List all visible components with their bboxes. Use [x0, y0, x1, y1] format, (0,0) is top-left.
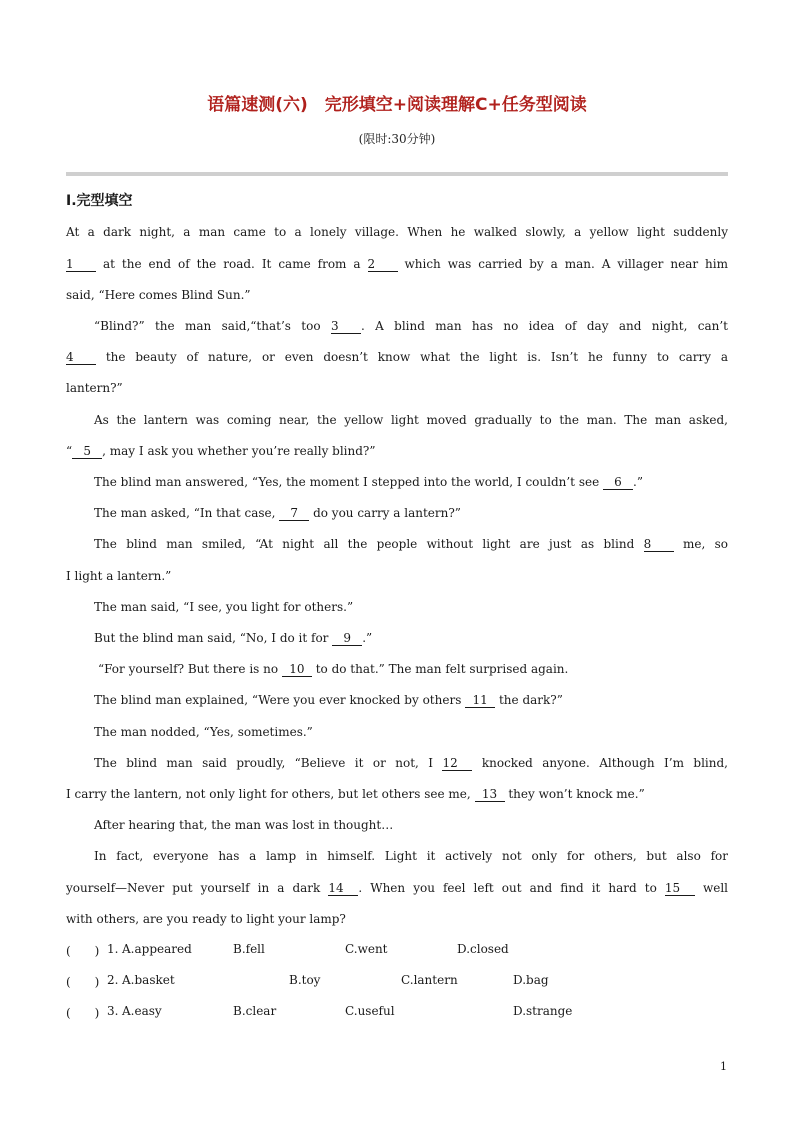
option-b[interactable]: B.clear: [233, 1004, 277, 1018]
passage-line: The blind man explained, “Were you ever knocked by others 11 the dark?”: [94, 693, 563, 707]
question-number: 3.: [107, 1004, 119, 1018]
question-number: 2.: [107, 973, 119, 987]
passage-line: In fact, everyone has a lamp in himself. Light it actively not only for others, but also for: [94, 849, 728, 863]
passage-line: The blind man smiled, “At night all the people without light are just as blind 8 me, so: [94, 537, 728, 551]
section-heading: Ⅰ.完型填空: [66, 193, 133, 209]
option-c[interactable]: C.lantern: [401, 973, 458, 987]
blank-6[interactable]: 6: [603, 476, 633, 490]
passage-line: lantern?”: [66, 381, 123, 395]
option-a[interactable]: A.easy: [122, 1004, 162, 1018]
option-d[interactable]: D.closed: [457, 942, 509, 956]
blank-1[interactable]: 1: [66, 258, 96, 272]
passage-line: After hearing that, the man was lost in thought…: [94, 818, 394, 832]
blank-3[interactable]: 3: [331, 320, 361, 334]
option-a[interactable]: A.basket: [122, 973, 175, 987]
blank-5[interactable]: 5: [72, 445, 102, 459]
time-limit: (限时:30分钟): [358, 132, 436, 146]
blank-14[interactable]: 14: [328, 882, 358, 896]
blank-13[interactable]: 13: [475, 788, 505, 802]
option-b[interactable]: B.fell: [233, 942, 265, 956]
blank-7[interactable]: 7: [279, 507, 309, 521]
answer-paren[interactable]: ( ): [66, 975, 100, 989]
passage-line: But the blind man said, “No, I do it for 9 .”: [94, 631, 373, 645]
divider: [66, 172, 728, 176]
page-title: 语篇速测(六) 完形填空+阅读理解C+任务型阅读: [207, 95, 587, 115]
option-c[interactable]: C.useful: [345, 1004, 395, 1018]
blank-2[interactable]: 2: [368, 258, 398, 272]
option-d[interactable]: D.strange: [513, 1004, 573, 1018]
passage-line: The blind man said proudly, “Believe it or not, I 12 knocked anyone. Although I’m blind,: [94, 756, 728, 770]
question-number: 1.: [107, 942, 119, 956]
passage-line: with others, are you ready to light your lamp?: [66, 912, 346, 926]
blank-15[interactable]: 15: [665, 882, 695, 896]
answer-paren[interactable]: ( ): [66, 944, 100, 958]
passage-line: The man nodded, “Yes, sometimes.”: [94, 725, 313, 739]
passage-line: “ 5 , may I ask you whether you’re really blind?”: [66, 444, 376, 458]
passage-line: As the lantern was coming near, the yellow light moved gradually to the man. The man asked,: [94, 413, 728, 427]
option-c[interactable]: C.went: [345, 942, 388, 956]
blank-4[interactable]: 4: [66, 351, 96, 365]
passage-line: 4 the beauty of nature, or even doesn’t know what the light is. Isn’t he funny to carry a: [66, 350, 728, 364]
answer-paren[interactable]: ( ): [66, 1006, 100, 1020]
blank-8[interactable]: 8: [644, 538, 674, 552]
passage-line: 1 at the end of the road. It came from a 2 which was carried by a man. A villager near him: [66, 257, 728, 271]
passage-line: I light a lantern.”: [66, 569, 172, 583]
passage-line: “Blind?” the man said,“that’s too 3 . A blind man has no idea of day and night, can’t: [94, 319, 728, 333]
page-number: 1: [720, 1060, 727, 1073]
passage-line: “For yourself? But there is no 10 to do that.” The man felt surprised again.: [98, 662, 569, 676]
option-b[interactable]: B.toy: [289, 973, 321, 987]
option-d[interactable]: D.bag: [513, 973, 549, 987]
blank-10[interactable]: 10: [282, 663, 312, 677]
passage-line: said, “Here comes Blind Sun.”: [66, 288, 251, 302]
option-a[interactable]: A.appeared: [122, 942, 192, 956]
passage-line: The man said, “I see, you light for others.”: [94, 600, 354, 614]
passage-line: The man asked, “In that case, 7 do you carry a lantern?”: [94, 506, 461, 520]
passage-line: At a dark night, a man came to a lonely village. When he walked slowly, a yellow light suddenly: [66, 225, 728, 239]
blank-11[interactable]: 11: [465, 694, 495, 708]
passage-line: I carry the lantern, not only light for others, but let others see me, 13 they won’t knock me.”: [66, 787, 645, 801]
passage-line: The blind man answered, “Yes, the moment I stepped into the world, I couldn’t see 6 .”: [94, 475, 643, 489]
blank-9[interactable]: 9: [332, 632, 362, 646]
passage-line: yourself—Never put yourself in a dark 14 . When you feel left out and find it hard to 15 well: [66, 881, 728, 895]
blank-12[interactable]: 12: [442, 757, 472, 771]
